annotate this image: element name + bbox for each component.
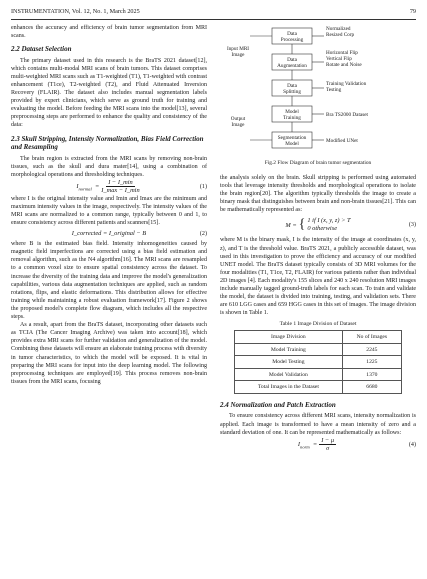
- section-2-3-title: 2.3 Skull Stripping, Intensity Normalization, Bias Field Correction and Resampling: [11, 134, 204, 152]
- table-row: Model Testing 1225: [235, 356, 402, 369]
- equation-1-fraction: $\frac{I - I\_\min}{I\_\max - I\_\min}$: [101, 179, 140, 195]
- table-header-cell: Image Division: [235, 331, 343, 344]
- left-column: [11, 24, 207, 386]
- equation-4: $I_{norm}$ = $\frac{I - \mu}{\sigma}$ (4): [297, 437, 416, 453]
- note-splitting: Training Validation Testing: [326, 81, 367, 93]
- equation-2-number: (2): [199, 230, 207, 237]
- brats-paragraph: As a result, apart from the BraTS dataset, incorporating other datasets such as TCIA (The Cancer Imaging Archive) was taken into account[18], which provides extra MRI scans for further validation and generalization of the model. Combining these datasets will ensure an elaborate training process with diversity in tumor characteristics, to which the model will be exposed. It is vital in preparing the MRI scans for input into the deep learning model. The following preprocessing techniques are employed[19]. This process removes non-brain tissues from the MRI scans, focusing: [11, 322, 207, 385]
- eq1-explanation: where I is the original intensity value and Imin and Imax are the minimum and maximum intensity values in the image, respectively. The intensity values of the MRI scans are normalized to a common range, typically between 0 and 1, to ensure consistency across different patients and scanners[15].: [11, 195, 207, 227]
- equation-1-number: (1): [199, 183, 207, 190]
- eq2-explanation: where B is the estimated bias field. Intensity inhomogeneities caused by magnetic field imperfections are corrected using a bias field estimation and removal algorithm, such as the N4 algorithm[16]. The MRI scans are resampled to a common voxel size to ensure spatial consistency across the dataset. To increase the diversity of the training data and improve the model's generalization capabilities, various data augmentation techniques are applied, such as random rotations, flips, and elastic deformations. This distribution allows for effective training while maintaining a robust evaluation framework[17]. Figure 2 shows the proposed model's complete flow diagram, which includes all the respective steps.: [11, 241, 207, 321]
- flow-diagram-figure: [220, 24, 416, 174]
- normalization-paragraph: To ensure consistency across different MRI scans, intensity normalization is applied. Each image is transformed to have a mean intensity of zero and a standard deviation of one. It can be represented mathematically as follows:: [220, 413, 416, 436]
- table-header-row: [235, 331, 402, 344]
- equation-4-number: (4): [408, 441, 416, 448]
- note-processing: Normalized Resized Corp: [326, 26, 355, 38]
- note-segmentation: Modified UNet: [326, 138, 358, 144]
- image-division-table: [234, 330, 402, 394]
- equation-3-number: (3): [408, 222, 416, 229]
- box-label-0: Data Processing: [280, 31, 304, 43]
- dataset-paragraph: The primary dataset used in this research is the BraTS 2021 dataset[12], which contains multi-modal MRI scans of brain tumors. This dataset comprises multi-weighted MRI scans such as T1-weighted (T1), T1-weighted with contrast enhancement (T1ce), T2-weighted (T2), and Fluid Attenuated Inversion Recovery (FLAIR). The dataset also includes manual segmentation labels provided by expert clinicians, which serve as ground truth for training and evaluating the model. Before feeding the MRI scans into the model[13], several preprocessing steps are performed to enhance the quality and consistency of the data:: [11, 57, 207, 129]
- table-header-cell: No of Images: [342, 331, 401, 344]
- box-label-1: Data Augmentation: [277, 57, 307, 69]
- note-training: Bra TS2000 Dataset: [326, 112, 368, 118]
- intro-paragraph: enhances the accuracy and efficiency of brain tumor segmentation from MRI scans.: [11, 25, 207, 40]
- table-row: Model Validation 1370: [235, 368, 402, 381]
- header-rule: [11, 19, 416, 20]
- equation-1: $I_{normal}$ = $\frac{I - I\_\min}{I\_\max - I\_\min}$ (1): [76, 179, 207, 195]
- box-label-4: Segmentation Model: [277, 135, 307, 147]
- analysis-paragraph: the analysis solely on the brain. Skull stripping is performed using automated tools that leverage intensity thresholds and morphological operations to isolate the brain region[20]. The algorithm typically thresholds the image to create a binary mask that distinguishes between brain and non-brain tissues[21]. This can be mathematically represented as:: [220, 175, 416, 214]
- page-number: 79: [409, 8, 416, 15]
- table-row: Model Training 2245: [235, 343, 402, 356]
- right-column: [220, 24, 416, 453]
- equation-2-body: I_corrected = I_original − B: [71, 230, 147, 238]
- box-label-3: Model Training: [283, 109, 301, 121]
- figure-caption: Fig.2 Flow Diagram of brain tumor segmentation: [264, 160, 372, 166]
- section-2-2-title: 2.2 Dataset Selection: [11, 45, 72, 54]
- note-augmentation: Horizontal Flip Vertical Flip Rotate and Noise: [326, 50, 362, 68]
- section-2-4-title: 2.4 Normalization and Patch Extraction: [220, 400, 336, 409]
- table-caption: Table 1 Image Division of Dataset: [279, 321, 357, 328]
- equation-2: [11, 227, 207, 240]
- input-label: Input MRI Image: [226, 46, 250, 58]
- output-label: Output Image: [230, 116, 246, 128]
- flow-diagram: [220, 24, 416, 174]
- eq3-explanation: where M is the binary mask, I is the intensity of the image at coordinates (x, y, z), and T is the threshold value. BraTS 2021, a publicly accessible dataset, was used in this investigation to prove the efficiency and accuracy of our modified UNET model. The BraTS dataset typically consists of 3D MRI volumes for the four modalities (T1, T1ce, T2, FLAIR) for various patients rather than individual 2D images [4]. Each modality's 155 slices and 240 x 240 resolution MRI images include manually tagged ground-truth labels for each scan. To train and validate the model, the dataset is divided into training, testing, and validation sets. There are 610 LGG cases and 659 HGG cases in this set of images. The image division is shown in Table 1.: [220, 237, 416, 317]
- equation-4-fraction: $\frac{I - \mu}{\sigma}$: [321, 437, 335, 453]
- skull-paragraph: The brain region is extracted from the MRI scans by removing non-brain tissues, such as the skull and dura mater[14], using a combination of morphological operations and thresholding techniques.: [11, 155, 207, 178]
- table-row: Total Images in the Dataset 6680: [235, 381, 402, 394]
- journal-name: INSTRUMENTATION, Vol. 12, No. 1, March 2025: [11, 8, 140, 15]
- equation-3: M = { 1 if I (x, y, z) > T 0 otherwise (3): [285, 217, 416, 233]
- box-label-2: Data Splitting: [283, 83, 301, 95]
